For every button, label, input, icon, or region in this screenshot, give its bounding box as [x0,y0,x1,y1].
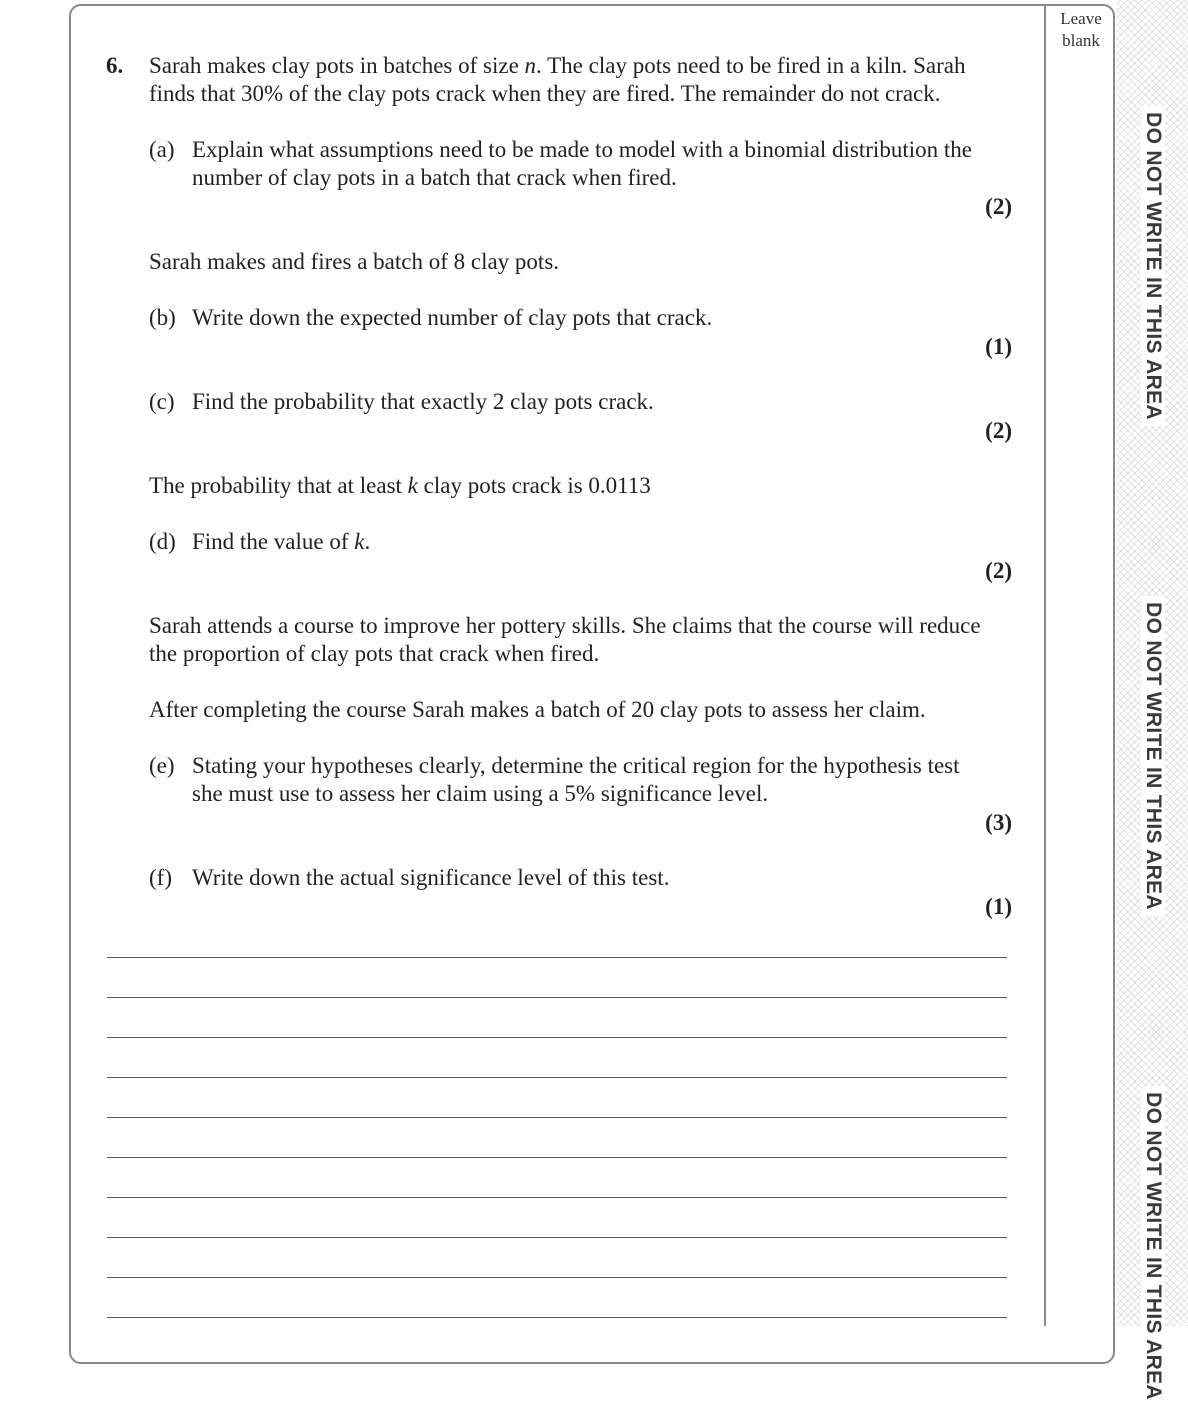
part-d-text-a: Find the value of [192,529,355,554]
stem-d-variable-k: k [407,473,418,498]
stem-e-line2: the proportion of clay pots that crack when fired. [149,641,600,666]
answer-line[interactable] [107,1077,1007,1078]
stem-b: Sarah makes and fires a batch of 8 clay pots. [149,249,560,274]
answer-line[interactable] [107,1237,1007,1238]
intro-text-a: Sarah makes clay pots in batches of size [149,53,525,78]
answer-line[interactable] [107,1157,1007,1158]
do-not-write-warning: DO NOT WRITE IN THIS AREA [1141,1086,1165,1406]
part-a-label: (a) [149,137,175,162]
stem-e-line3: After completing the course Sarah makes a batch of 20 clay pots to assess her claim. [149,697,926,722]
part-e-line2: she must use to assess her claim using a 5% significance level. [192,781,769,806]
question-number: 6. [106,53,124,78]
page-frame [69,4,1115,1364]
leave-blank-label [1048,8,1114,52]
answer-line[interactable] [107,1277,1007,1278]
part-c-marks: (2) [985,418,1012,443]
answer-line[interactable] [107,997,1007,998]
part-a-line2: number of clay pots in a batch that crack when fired. [192,165,677,190]
part-b-marks: (1) [985,334,1012,359]
answer-line[interactable] [107,1197,1007,1198]
leave-blank-line1: Leave [1060,9,1102,28]
part-d-variable-k: k [354,529,365,554]
stem-d [149,472,651,500]
do-not-write-warning: DO NOT WRITE IN THIS AREA [1141,106,1165,426]
part-e-marks: (3) [985,810,1012,835]
part-a-marks: (2) [985,194,1012,219]
answer-line[interactable] [107,957,1007,958]
intro-variable-n: n [524,53,537,78]
do-not-write-warning: DO NOT WRITE IN THIS AREA [1141,596,1165,916]
part-d-text-b: . [364,529,371,554]
part-c-text: Find the probability that exactly 2 clay pots crack. [192,389,654,414]
answer-line[interactable] [107,1037,1007,1038]
part-d-text [192,528,370,556]
intro-text-b: . The clay pots need to be fired in a kiln. Sarah [536,53,966,78]
part-f-marks: (1) [985,894,1012,919]
question-intro-line1 [149,52,965,80]
part-e-label: (e) [149,753,175,778]
part-f-label: (f) [149,865,172,890]
part-c-label: (c) [149,389,175,414]
part-a-line1: Explain what assumptions need to be made to model with a binomial distribution the [192,137,972,162]
answer-line[interactable] [107,1317,1007,1318]
stem-d-text-a: The probability that at least [149,473,408,498]
stem-e-line1: Sarah attends a course to improve her pottery skills. She claims that the course will reduce [149,613,981,638]
part-f-text: Write down the actual significance level of this test. [192,865,670,890]
part-d-label: (d) [149,529,176,554]
question-intro-line2: finds that 30% of the clay pots crack when they are fired. The remainder do not crack. [149,81,941,106]
answer-line[interactable] [107,1117,1007,1118]
part-b-text: Write down the expected number of clay pots that crack. [192,305,713,330]
part-e-line1: Stating your hypotheses clearly, determine the critical region for the hypothesis test [192,753,960,778]
leave-blank-line2: blank [1062,31,1100,50]
stem-d-text-b: clay pots crack is 0.0113 [417,473,651,498]
leave-blank-divider [1044,5,1046,1326]
part-d-marks: (2) [985,558,1012,583]
part-b-label: (b) [149,305,176,330]
